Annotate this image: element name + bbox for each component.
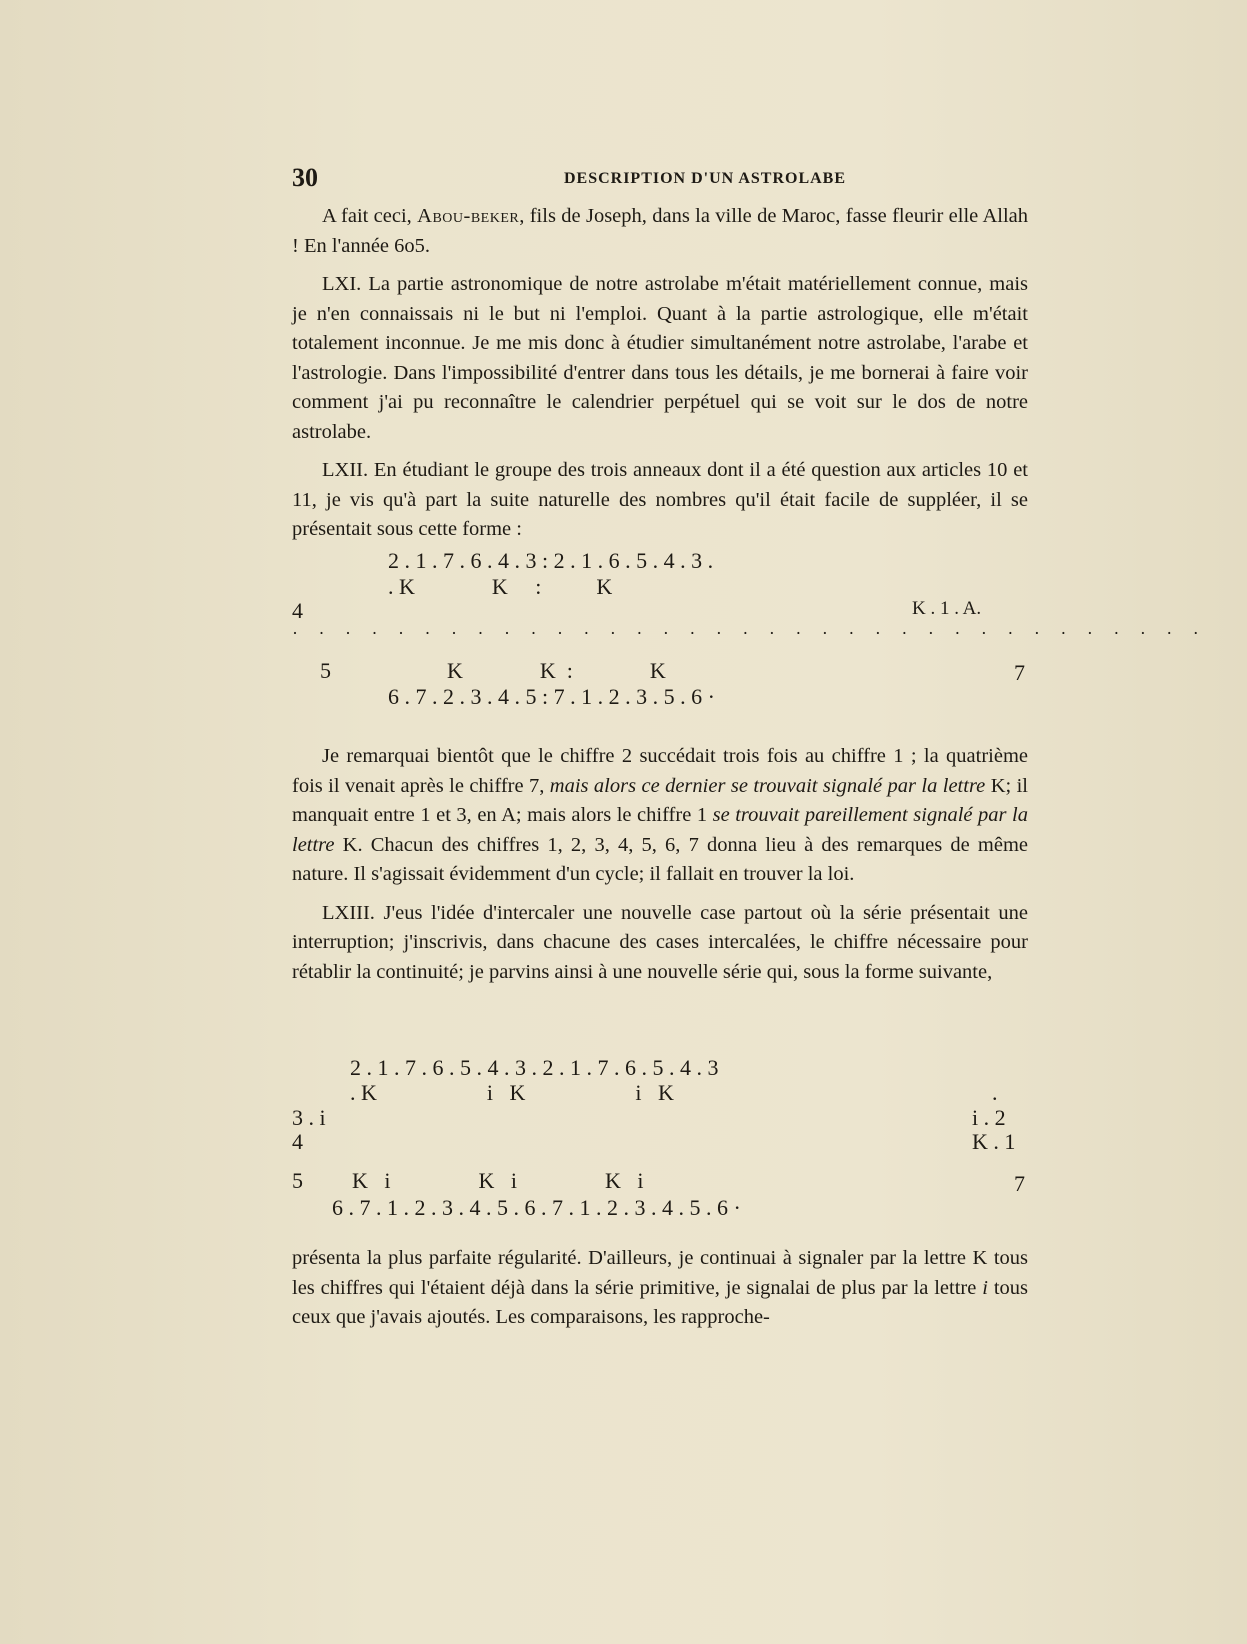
table2-bottom-row: 6 . 7 . 1 . 2 . 3 . 4 . 5 . 6 . 7 . 1 . 2 . 3 . 4 . 5 . 6 ·: [332, 1195, 741, 1220]
table2-right-1: i . 2: [972, 1105, 1006, 1130]
series-table-completed: [292, 1055, 1028, 1225]
name-abou-beker: Abou-beker: [417, 205, 520, 227]
table2-left-1: 3 . i: [292, 1105, 326, 1130]
paragraph-lxii: LXII. En étudiant le groupe des trois anneaux dont il a été question aux articles 10 et 11, je vis qu'à part la suite naturelle des nombres qu'il était facile de suppléer, il se présentait sous cette forme :: [292, 459, 1028, 540]
table2-k-row: . K i K i K: [350, 1080, 674, 1105]
paragraph-final: présenta la plus parfaite régularité. D'ailleurs, je continuai à signaler par la lettre K tous les chiffres qui l'étaient déjà dans la série primitive, je signalai de plus par la lettre i tous ceux que j'avais ajoutés. Les comparaisons, les rapproche-: [292, 1247, 1028, 1328]
paragraph-remarque: Je remarquai bientôt que le chiffre 2 succédait trois fois au chiffre 1 ; la quatrième fois il venait après le chiffre 7, mais alors ce dernier se trouvait signalé par la lettre K; il manquait entre 1 et 3, en A; mais alors le chiffre 1 se trouvait pareillement signalé par la lettre K. Chacun des chiffres 1, 2, 3, 4, 5, 6, 7 donna lieu à des remarques de même nature. Il s'agissait évidemment d'un cycle; il fallait en trouver la loi.: [292, 745, 1028, 885]
paragraph-lxi: LXI. La partie astronomique de notre astrolabe m'était matériellement connue, mais je n'en connaissais ni le but ni l'emploi. Quant à la partie astrologique, elle m'était totalement inconnue. Je me mis donc à étudier simultanément notre astrolabe, l'arabe et l'astrologie. Dans l'impossibilité d'entrer dans tous les détails, je me bornerai à faire voir comment j'ai pu reconnaître le calendrier perpétuel qui se voit sur le dos de notre astrolabe.: [292, 273, 1028, 443]
table2-left-3: 5: [292, 1168, 303, 1193]
table1-top-row: 2 . 1 . 7 . 6 . 4 . 3 : 2 . 1 . 6 . 5 . 4 . 3 .: [388, 548, 714, 573]
page-number: 30: [292, 163, 318, 192]
page-header: [292, 163, 1028, 197]
table2-lower-k-row: K i K i K i: [352, 1168, 644, 1193]
table1-lower-right: 7: [1014, 660, 1025, 685]
table2-right-3: 7: [1014, 1171, 1025, 1196]
running-head: DESCRIPTION D'UN ASTROLABE: [563, 170, 847, 187]
paragraph-lxiii: LXIII. J'eus l'idée d'intercaler une nouvelle case partout où la série présentait une interruption; j'inscrivis, dans chacune des cases intercalées, le chiffre nécessaire pour rétablir la continuité; je parvins ainsi à une nouvelle série qui, sous la forme suivante,: [292, 901, 1028, 983]
text-block-top: [292, 202, 1028, 545]
table1-right-mark: K . 1 . A.: [912, 598, 982, 619]
table1-k-row: . K K : K: [388, 574, 613, 599]
text-block-middle: [292, 742, 1028, 987]
table1-lower-k-row: K K : K: [447, 658, 666, 683]
table2-left-2: 4: [292, 1129, 303, 1154]
table1-left-mark: 4: [292, 598, 303, 623]
paragraph-inscription: A fait ceci, Abou-beker, fils de Joseph, dans la ville de Maroc, fasse fleurir elle Allah ! En l'année 6o5.: [292, 205, 1028, 257]
table2-right-2: K . 1: [972, 1129, 1016, 1154]
series-table-primitive: [292, 548, 1207, 713]
table2-k-row-end: .: [992, 1080, 998, 1105]
table1-dots-row: · · · · · · · · · · · · · · · · · · · · · · · · · · · · · · · · · · ·: [292, 623, 1207, 643]
text-block-bottom: [292, 1244, 1028, 1333]
table1-bottom-row: 6 . 7 . 2 . 3 . 4 . 5 : 7 . 1 . 2 . 3 . 5 . 6 ·: [388, 684, 715, 709]
table2-top-row: 2 . 1 . 7 . 6 . 5 . 4 . 3 . 2 . 1 . 7 . 6 . 5 . 4 . 3: [350, 1055, 719, 1080]
table1-lower-left: 5: [320, 658, 331, 683]
